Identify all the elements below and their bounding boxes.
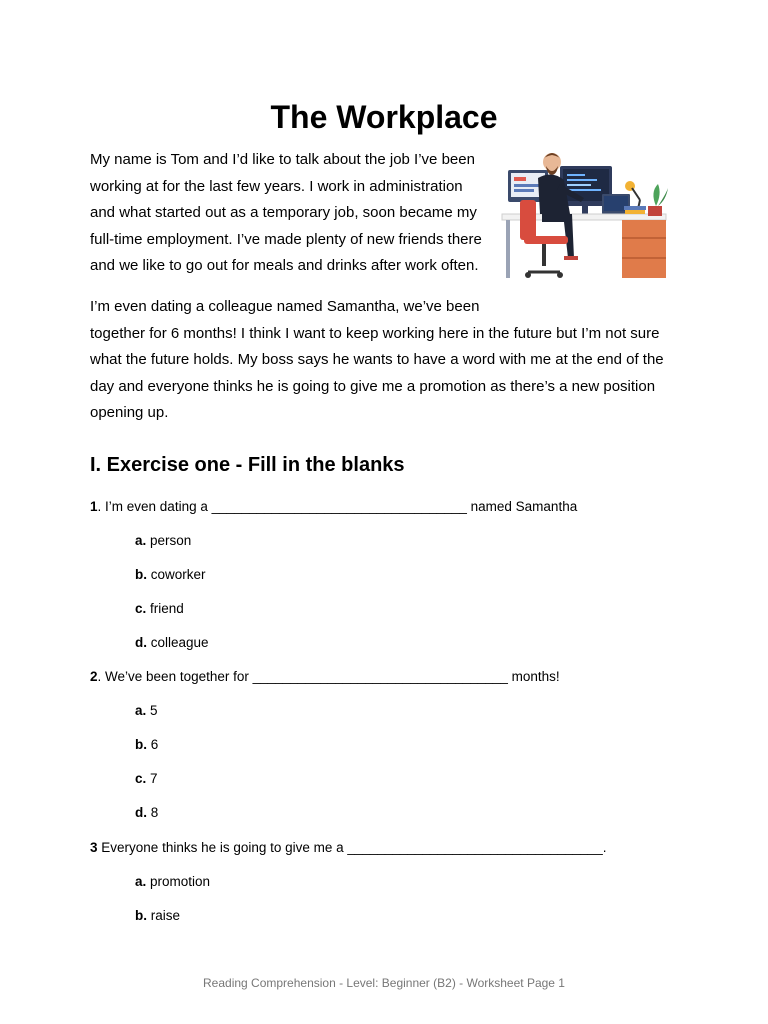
question-sep: .: [97, 669, 106, 684]
intro-line: and we like to go out for meals and drinks after work often.: [90, 257, 479, 275]
answer-blank[interactable]: __________________________________: [252, 669, 508, 684]
intro-line: and what started out as a temporary job, soon became my: [90, 204, 477, 222]
question-3: [90, 840, 606, 855]
answer-blank[interactable]: __________________________________: [347, 840, 603, 855]
question-1: [90, 499, 577, 514]
question-number: 2: [90, 669, 98, 684]
option-text: 6: [150, 737, 159, 752]
page-title: The Workplace: [270, 99, 498, 135]
option-letter: b.: [135, 737, 147, 752]
question-text: Everyone thinks he is going to give me a: [101, 840, 348, 855]
option-2d[interactable]: [135, 805, 158, 820]
option-text: promotion: [150, 874, 211, 889]
option-letter: c.: [135, 601, 147, 616]
option-3a[interactable]: [135, 874, 210, 889]
page-footer: Reading Comprehension - Level: Beginner (B2) - Worksheet Page 1: [203, 976, 565, 990]
option-letter: d.: [135, 635, 147, 650]
question-2: [90, 669, 560, 684]
section-heading: I. Exercise one - Fill in the blanks: [90, 454, 405, 476]
option-text: 7: [150, 771, 158, 786]
option-1c[interactable]: [135, 601, 184, 616]
question-number: 3: [90, 840, 98, 855]
option-1d[interactable]: [135, 635, 209, 650]
option-3b[interactable]: [135, 908, 180, 923]
question-number: 1: [90, 499, 98, 514]
option-1b[interactable]: [135, 567, 206, 582]
option-letter: d.: [135, 805, 147, 820]
option-text: person: [150, 533, 192, 548]
option-text: coworker: [150, 567, 206, 582]
story-line: day and everyone thinks he is going to give me a promotion as there’s a new position: [90, 377, 656, 395]
question-sep: .: [97, 499, 106, 514]
intro-line: working at for the last few years. I work in administration: [90, 177, 463, 195]
story-line: opening up.: [90, 404, 169, 422]
option-text: 5: [150, 703, 158, 718]
option-1a[interactable]: [135, 533, 191, 548]
option-2c[interactable]: [135, 771, 158, 786]
option-text: 8: [150, 805, 159, 820]
intro-paragraph: [90, 147, 490, 280]
option-text: colleague: [150, 635, 209, 650]
option-text: raise: [150, 908, 181, 923]
intro-line: My name is Tom and I’d like to talk about the job I’ve been: [90, 151, 475, 168]
option-letter: a.: [135, 874, 147, 889]
option-2b[interactable]: [135, 737, 158, 752]
story-line: together for 6 months! I think I want to keep working here in the future but I’m not sure: [90, 324, 660, 342]
story-line: what the future holds. My boss says he wants to have a word with me at the end of the: [90, 351, 664, 369]
option-letter: b.: [135, 567, 147, 582]
option-text: friend: [150, 601, 184, 616]
question-text: named Samantha: [466, 499, 578, 514]
option-letter: b.: [135, 908, 147, 923]
option-2a[interactable]: [135, 703, 158, 718]
story-line: I’m even dating a colleague named Samantha, we’ve been: [90, 298, 480, 315]
office-worker-desk-illustration: [498, 148, 670, 284]
question-text: We’ve been together for: [105, 669, 253, 684]
option-letter: c.: [135, 771, 147, 786]
question-text: I’m even dating a: [105, 499, 212, 514]
option-letter: a.: [135, 533, 147, 548]
option-letter: a.: [135, 703, 147, 718]
question-text: months!: [507, 669, 560, 684]
question-text: .: [602, 840, 607, 855]
intro-line: full-time employment. I’ve made plenty of new friends there: [90, 230, 482, 248]
answer-blank[interactable]: __________________________________: [211, 499, 467, 514]
story-paragraph: [90, 294, 680, 427]
